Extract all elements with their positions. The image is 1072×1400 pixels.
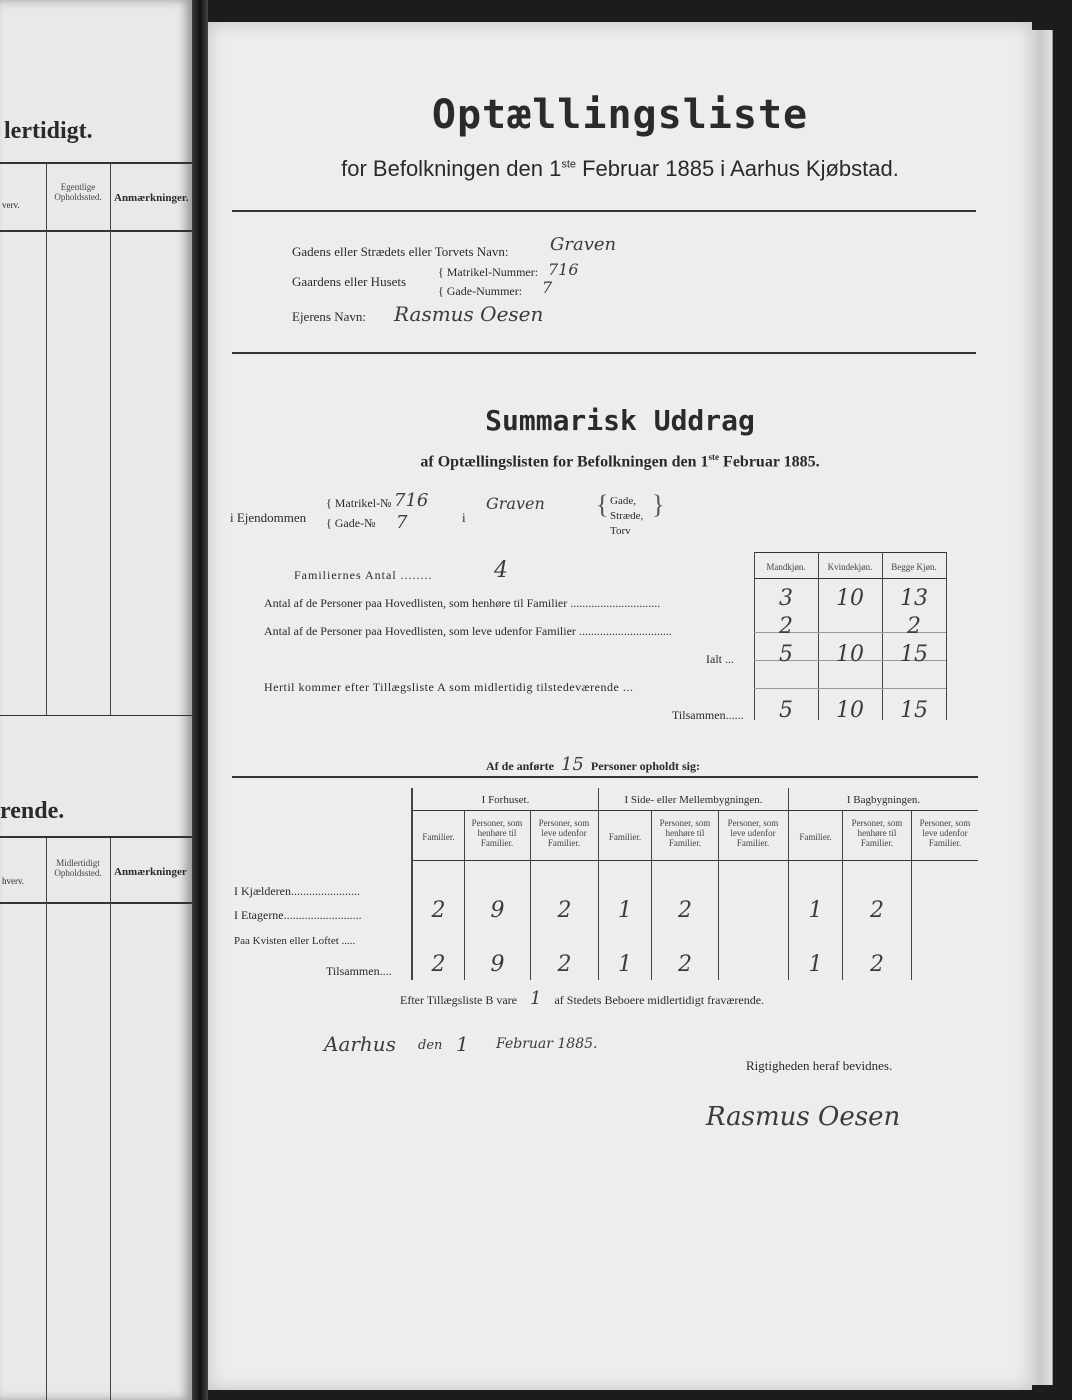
dist-total-out-1: 2 xyxy=(557,952,572,977)
sub-fam-2: Familier. xyxy=(608,832,642,842)
dist-total-in-2: 2 xyxy=(678,952,692,977)
house-gade-value: 7 xyxy=(542,278,553,297)
left-col1-bottom: hverv. xyxy=(2,876,25,886)
row-label-ialt-text: Ialt xyxy=(706,652,722,666)
street-types xyxy=(610,494,658,539)
sum-r1-female: 10 xyxy=(836,586,864,611)
dist-label-etager-text: I Etagerne xyxy=(234,908,284,922)
subtitle-text-post: Februar 1885 i Aarhus Kjøbstad. xyxy=(576,156,899,181)
sum-r3-both: 15 xyxy=(900,642,928,667)
house-gade-label: { Gade-Nummer: xyxy=(438,284,523,298)
footer-signature: Rasmus Oesen xyxy=(706,1102,901,1132)
subtitle-text: for Befolkningen den 1 xyxy=(341,156,562,181)
summary-subtitle xyxy=(208,452,1032,471)
sub-fam-1: Familier. xyxy=(422,832,455,842)
property-matrikel-value: 716 xyxy=(394,490,429,511)
dist-intro-pre: Af de anførte xyxy=(486,759,554,773)
group-bagbygning: I Bagbygningen. xyxy=(846,794,921,806)
book-gutter xyxy=(192,0,208,1400)
street-type-straede: Stræde, xyxy=(610,510,644,522)
row-label-ialt: Ialt ... xyxy=(706,652,734,666)
street-label: Gadens eller Strædets eller Torvets Navn: xyxy=(292,244,509,259)
sum-r5-both: 15 xyxy=(900,698,928,723)
street-value: Graven xyxy=(550,234,617,255)
census-form-page xyxy=(208,22,1032,1390)
property-matrikel: { Matrikel-№ xyxy=(326,496,392,510)
dist-etager-fam-1: 2 xyxy=(431,898,446,923)
dist-etager-in-3: 2 xyxy=(870,898,884,923)
families-value: 4 xyxy=(494,558,508,583)
left-col2-bottom: Midlertidigt Opholdssted. xyxy=(54,858,102,878)
page-edge xyxy=(1032,30,1053,1385)
gade-label: Gade-Nummer: xyxy=(446,284,523,298)
street-type-torv: Torv xyxy=(610,525,631,537)
sum-r5-male: 5 xyxy=(779,698,793,723)
families-label-text: Familiernes Antal xyxy=(294,568,397,582)
col-header-female: Kvindekjøn. xyxy=(827,562,873,572)
subtitle-sup: ste xyxy=(561,158,576,171)
page-subtitle xyxy=(208,156,1032,182)
col-header-both: Begge Kjøn. xyxy=(891,562,937,572)
summary-title: Summarisk Uddrag xyxy=(485,404,755,437)
owner-label: Ejerens Navn: xyxy=(292,309,367,324)
left-col3-top: Anmærkninger. xyxy=(114,192,189,204)
tillaeg-b-pre: Efter Tillægsliste B vare xyxy=(400,993,517,1007)
dist-etager-fam-2: 1 xyxy=(618,898,632,923)
row-label-tillaeg-a: Hertil kommer efter Tillægsliste A som midlertidig tilstedeværende ... xyxy=(264,680,634,694)
brace-right: } xyxy=(652,490,665,519)
left-col2-top: Egentlige Opholdssted. xyxy=(54,182,102,202)
sum-r2-male: 2 xyxy=(779,614,793,639)
left-col3-bottom: Anmærkninger xyxy=(114,866,187,878)
sub-in-fam-3: Personer, som henhøre til Familier. xyxy=(851,818,903,848)
row-label-tilsammen: Tilsammen...... xyxy=(672,708,744,722)
sub-out-fam-3: Personer, som leve udenfor Familier. xyxy=(919,818,971,848)
owner-value: Rasmus Oesen xyxy=(394,302,544,326)
sum-r5-female: 10 xyxy=(836,698,864,723)
col-header-male: Mandkjøn. xyxy=(766,562,806,572)
left-heading-bottom: rende. xyxy=(0,798,65,824)
footer-month-year: Februar 1885. xyxy=(496,1036,598,1052)
dist-intro xyxy=(486,754,700,775)
house-matrikel-label: { Matrikel-Nummer: xyxy=(438,265,539,279)
group-forhuset: I Forhuset. xyxy=(481,794,530,806)
dist-label-tilsammen-text: Tilsammen xyxy=(326,964,380,978)
house-matrikel-value: 716 xyxy=(548,260,579,279)
sub-in-fam-1: Personer, som henhøre til Familier. xyxy=(471,818,523,848)
dist-total-in-3: 2 xyxy=(870,952,884,977)
dist-label-tilsammen: Tilsammen.... xyxy=(326,964,392,978)
summary-subtitle-post: Februar 1885. xyxy=(719,453,820,471)
footer-place: Aarhus xyxy=(324,1032,396,1056)
dist-label-kjaelder: I Kjælderen....................... xyxy=(234,884,360,898)
footer-day: 1 xyxy=(456,1032,469,1056)
left-col1-top: verv. xyxy=(2,200,20,210)
dist-total-fam-3: 1 xyxy=(808,952,823,977)
street-type-gade: Gade, xyxy=(610,495,636,507)
dist-etager-in-2: 2 xyxy=(678,898,692,923)
page-title: Optællingsliste xyxy=(431,92,809,138)
dist-label-kvist: Paa Kvisten eller Loftet ..... xyxy=(234,935,356,947)
sum-r3-female: 10 xyxy=(836,642,864,667)
dist-intro-post: Personer opholdt sig: xyxy=(590,759,701,773)
sum-r1-both: 13 xyxy=(900,586,928,611)
tillaeg-b-line xyxy=(400,988,764,1009)
property-matrikel-label: Matrikel-№ xyxy=(334,496,392,510)
property-gade: { Gade-№ xyxy=(326,516,376,530)
dist-etager-in-1: 9 xyxy=(490,898,505,923)
sub-in-fam-2: Personer, som henhøre til Familier. xyxy=(659,818,711,848)
footer-den: den xyxy=(418,1038,443,1053)
row-label-outside-families-text: Antal af de Personer paa Hovedlisten, som leve udenfor Familier xyxy=(264,624,576,638)
row-label-tillaeg-a-text: Hertil kommer efter Tillægsliste A som midlertidig tilstedeværende xyxy=(264,680,620,694)
row-label-in-families-text: Antal af de Personer paa Hovedlisten, som henhøre til Familier xyxy=(264,596,568,610)
sum-r1-male: 3 xyxy=(779,586,793,611)
families-label: Familiernes Antal ........ xyxy=(294,568,433,582)
summary-subtitle-text: af Optællingslisten for Befolkningen den 1 xyxy=(420,453,709,471)
row-label-tilsammen-text: Tilsammen xyxy=(672,708,726,722)
footer-certify: Rigtigheden heraf bevidnes. xyxy=(746,1058,893,1073)
row-label-in-families: Antal af de Personer paa Hovedlisten, som henhøre til Familier .............................. xyxy=(264,596,661,610)
property-street-value: Graven xyxy=(486,494,545,513)
dist-etager-fam-3: 1 xyxy=(808,898,823,923)
left-heading-top: lertidigt. xyxy=(4,118,93,144)
sum-r3-male: 5 xyxy=(779,642,793,667)
group-sidebygning: I Side- eller Mellembygningen. xyxy=(624,794,763,806)
property-gade-label: Gade-№ xyxy=(334,516,376,530)
dist-label-etager: I Etagerne.......................... xyxy=(234,908,362,922)
dist-etager-out-1: 2 xyxy=(557,898,572,923)
brace-left: { xyxy=(596,490,609,519)
dist-total-fam-1: 2 xyxy=(431,952,446,977)
left-page xyxy=(0,0,192,1400)
dist-intro-value: 15 xyxy=(560,754,584,775)
tillaeg-b-value: 1 xyxy=(530,988,542,1009)
property-label: i Ejendommen xyxy=(230,510,307,525)
sub-out-fam-1: Personer, som leve udenfor Familier. xyxy=(538,818,590,848)
sum-r2-both: 2 xyxy=(907,614,921,639)
house-label: Gaardens eller Husets xyxy=(292,274,407,289)
property-i: i xyxy=(462,510,466,525)
dist-total-in-1: 9 xyxy=(490,952,505,977)
sub-out-fam-2: Personer, som leve udenfor Familier. xyxy=(727,818,779,848)
dist-label-kjaelder-text: I Kjælderen xyxy=(234,884,291,898)
sub-fam-3: Familier. xyxy=(799,832,832,842)
row-label-outside-families: Antal af de Personer paa Hovedlisten, som leve udenfor Familier ............................... xyxy=(264,624,672,638)
dist-total-fam-2: 1 xyxy=(618,952,632,977)
dist-label-kvist-text: Paa Kvisten eller Loftet xyxy=(234,935,339,947)
summary-subtitle-sup: ste xyxy=(708,452,720,462)
matrikel-label: Matrikel-Nummer: xyxy=(446,265,539,279)
property-gade-value: 7 xyxy=(396,512,408,533)
tillaeg-b-post: af Stedets Beboere midlertidigt fraværende. xyxy=(554,993,765,1007)
